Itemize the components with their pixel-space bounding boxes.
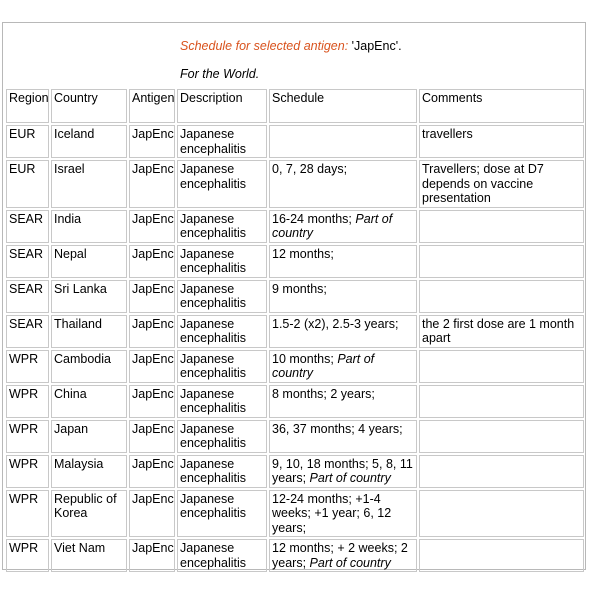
description-cell: Japanese encephalitis <box>177 350 267 383</box>
title-antigen: 'JapEnc'. <box>348 39 402 53</box>
antigen-cell: JapEnc <box>129 455 175 488</box>
schedule-cell <box>269 455 417 488</box>
country-cell: Viet Nam <box>51 539 127 572</box>
country-cell: Israel <box>51 160 127 208</box>
schedule-cell <box>269 490 417 538</box>
schedule-text: 9, 10, 18 months; 5, 8, 11 years; <box>272 456 413 485</box>
table-row <box>6 385 584 418</box>
description-cell: Japanese encephalitis <box>177 160 267 208</box>
schedule-cell <box>269 420 417 453</box>
antigen-cell: JapEnc <box>129 385 175 418</box>
country-cell: Nepal <box>51 245 127 278</box>
description-cell: Japanese encephalitis <box>177 420 267 453</box>
column-header-country: Country <box>51 89 127 123</box>
country-cell: China <box>51 385 127 418</box>
schedule-text: 1.5-2 (x2), 2.5-3 years; <box>272 316 399 331</box>
antigen-cell: JapEnc <box>129 315 175 348</box>
comments-cell: Travellers; dose at D7 depends on vaccine presentation <box>419 160 584 208</box>
schedule-cell <box>269 160 417 208</box>
comments-cell <box>419 539 584 572</box>
schedule-cell <box>269 280 417 313</box>
region-cell: WPR <box>6 385 49 418</box>
antigen-cell: JapEnc <box>129 420 175 453</box>
schedule-note: Part of country <box>272 351 375 380</box>
column-header-antigen: Antigen <box>129 89 175 123</box>
table-row <box>6 490 584 538</box>
page-scope: For the World. <box>180 67 260 81</box>
table-row <box>6 350 584 383</box>
schedule-cell <box>269 385 417 418</box>
region-cell: EUR <box>6 125 49 158</box>
schedule-note: Part of country <box>272 211 393 240</box>
schedule-cell <box>269 125 417 158</box>
schedule-cell <box>269 315 417 348</box>
schedule-table <box>4 87 586 574</box>
region-cell: SEAR <box>6 245 49 278</box>
schedule-cell <box>269 245 417 278</box>
antigen-cell: JapEnc <box>129 160 175 208</box>
schedule-text: 16-24 months; <box>272 211 352 226</box>
table-row <box>6 315 584 348</box>
country-cell: Sri Lanka <box>51 280 127 313</box>
page-title <box>180 39 402 53</box>
country-cell: Thailand <box>51 315 127 348</box>
column-header-schedule: Schedule <box>269 89 417 123</box>
comments-cell <box>419 280 584 313</box>
antigen-cell: JapEnc <box>129 280 175 313</box>
description-cell: Japanese encephalitis <box>177 539 267 572</box>
table-row <box>6 539 584 572</box>
column-header-description: Description <box>177 89 267 123</box>
schedule-cell <box>269 350 417 383</box>
region-cell: WPR <box>6 420 49 453</box>
table-row <box>6 420 584 453</box>
description-cell: Japanese encephalitis <box>177 280 267 313</box>
antigen-cell: JapEnc <box>129 210 175 243</box>
schedule-text: 36, 37 months; 4 years; <box>272 421 403 436</box>
schedule-text: 9 months; <box>272 281 327 296</box>
comments-cell <box>419 245 584 278</box>
region-cell: EUR <box>6 160 49 208</box>
comments-cell: travellers <box>419 125 584 158</box>
schedule-text: 10 months; <box>272 351 334 366</box>
comments-cell <box>419 210 584 243</box>
table-row <box>6 125 584 158</box>
schedule-cell <box>269 210 417 243</box>
comments-cell <box>419 490 584 538</box>
region-cell: WPR <box>6 455 49 488</box>
country-cell: Republic of Korea <box>51 490 127 538</box>
table-body <box>6 125 584 572</box>
description-cell: Japanese encephalitis <box>177 490 267 538</box>
column-header-region: Region <box>6 89 49 123</box>
comments-cell <box>419 385 584 418</box>
country-cell: Japan <box>51 420 127 453</box>
antigen-cell: JapEnc <box>129 350 175 383</box>
schedule-cell <box>269 539 417 572</box>
region-cell: WPR <box>6 490 49 538</box>
country-cell: Cambodia <box>51 350 127 383</box>
schedule-text: 12 months; <box>272 246 334 261</box>
description-cell: Japanese encephalitis <box>177 385 267 418</box>
region-cell: SEAR <box>6 210 49 243</box>
region-cell: SEAR <box>6 280 49 313</box>
region-cell: WPR <box>6 350 49 383</box>
table-row <box>6 245 584 278</box>
schedule-text: 12-24 months; +1-4 weeks; +1 year; 6, 12 years; <box>272 491 392 535</box>
comments-cell <box>419 420 584 453</box>
antigen-cell: JapEnc <box>129 245 175 278</box>
comments-cell <box>419 350 584 383</box>
schedule-text: 8 months; 2 years; <box>272 386 375 401</box>
comments-cell: the 2 first dose are 1 month apart <box>419 315 584 348</box>
description-cell: Japanese encephalitis <box>177 455 267 488</box>
description-cell: Japanese encephalitis <box>177 315 267 348</box>
schedule-note: Part of country <box>309 471 391 485</box>
table-row <box>6 160 584 208</box>
antigen-cell: JapEnc <box>129 539 175 572</box>
description-cell: Japanese encephalitis <box>177 210 267 243</box>
title-prefix: Schedule for selected antigen: <box>180 39 349 53</box>
country-cell: India <box>51 210 127 243</box>
region-cell: SEAR <box>6 315 49 348</box>
antigen-cell: JapEnc <box>129 490 175 538</box>
table-header-row <box>6 89 584 123</box>
country-cell: Malaysia <box>51 455 127 488</box>
column-header-comments: Comments <box>419 89 584 123</box>
comments-cell <box>419 455 584 488</box>
antigen-cell: JapEnc <box>129 125 175 158</box>
region-cell: WPR <box>6 539 49 572</box>
table-row <box>6 210 584 243</box>
description-cell: Japanese encephalitis <box>177 125 267 158</box>
schedule-text: 0, 7, 28 days; <box>272 162 348 176</box>
table-row <box>6 280 584 313</box>
schedule-text: 12 months; + 2 weeks; 2 years; <box>272 541 408 570</box>
table-row <box>6 455 584 488</box>
description-cell: Japanese encephalitis <box>177 245 267 278</box>
country-cell: Iceland <box>51 125 127 158</box>
schedule-note: Part of country <box>309 555 391 570</box>
